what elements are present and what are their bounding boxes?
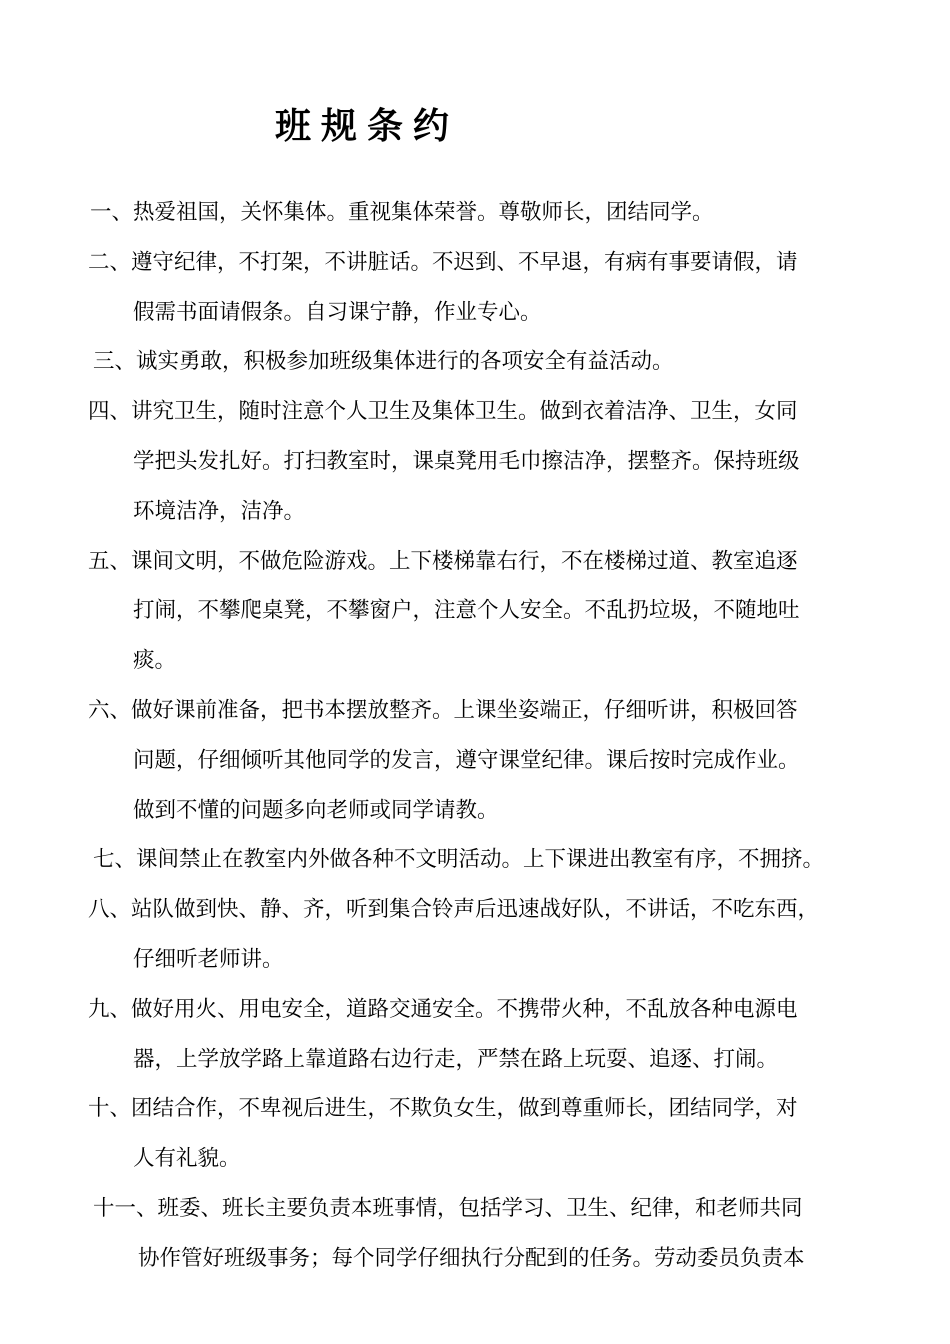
rule-text: 课间禁止在教室内外做各种不文明活动。上下课进出教室有序，不拥挤。 [136, 847, 825, 873]
rule-text-continued: 假需书面请假条。自习课宁静，作业专心。 [133, 299, 542, 325]
rule-item [0, 188, 950, 238]
rule-number: 八、 [88, 897, 132, 923]
rule-text: 遵守纪律，不打架，不讲脏话。不迟到、不早退，有病有事要请假，请 [131, 249, 798, 275]
rule-number: 十、 [88, 1096, 132, 1122]
rule-number: 一、 [90, 200, 134, 225]
rule-text: 站队做到快、静、齐，听到集合铃声后迅速战好队，不讲话，不吃东西， [131, 897, 820, 923]
rule-text: 课间文明，不做危险游戏。上下楼梯靠右行，不在楼梯过道、教室追逐 [131, 548, 798, 574]
rule-text: 诚实勇敢，积极参加班级集体进行的各项安全有益活动。 [136, 349, 674, 375]
rule-item [0, 985, 950, 1085]
rule-number: 五、 [88, 548, 132, 574]
rule-item [0, 885, 950, 985]
rule-number: 四、 [88, 399, 132, 425]
rule-text-continued: 仔细听老师讲。 [133, 946, 284, 972]
rule-number: 十一、 [93, 1195, 158, 1221]
rule-text-continued: 做到不懂的问题多向老师或同学请教。 [133, 797, 499, 823]
rule-text-continued: 人有礼貌。 [133, 1146, 241, 1172]
rule-number: 七、 [93, 847, 137, 873]
page-title: 班规条约 [274, 106, 459, 147]
rule-item [0, 238, 950, 338]
rule-item [0, 387, 950, 536]
rule-number: 九、 [88, 996, 132, 1022]
rule-text-continued: 协作管好班级事务；每个同学仔细执行分配到的任务。劳动委员负责本 [138, 1245, 805, 1271]
rule-text: 讲究卫生，随时注意个人卫生及集体卫生。做到衣着洁净、卫生，女同 [131, 399, 798, 425]
rule-text: 团结合作，不卑视后进生，不欺负女生，做到尊重师长，团结同学，对 [131, 1096, 798, 1122]
rule-text-continued: 问题，仔细倾听其他同学的发言，遵守课堂纪律。课后按时完成作业。 [133, 747, 800, 773]
rule-item [0, 337, 950, 387]
rule-text-continued: 器，上学放学路上靠道路右边行走，严禁在路上玩耍、追逐、打闹。 [133, 1046, 779, 1072]
rule-number: 三、 [93, 349, 137, 375]
rule-number: 六、 [88, 697, 132, 723]
rule-text-continued: 学把头发扎好。打扫教室时，课桌凳用毛巾擦洁净，摆整齐。保持班级 [133, 448, 800, 474]
rule-text: 热爱祖国，关怀集体。重视集体荣誉。尊敬师长，团结同学。 [133, 200, 714, 225]
rule-number: 二、 [88, 249, 132, 275]
rule-text-continued: 痰。 [133, 648, 177, 674]
rule-item [0, 686, 950, 835]
rule-text: 做好课前准备，把书本摆放整齐。上课坐姿端正，仔细听讲，积极回答 [131, 697, 798, 723]
rule-text: 做好用火、用电安全，道路交通安全。不携带火种，不乱放各种电源电 [131, 996, 798, 1022]
rule-text: 班委、班长主要负责本班事情，包括学习、卫生、纪律，和老师共同 [157, 1195, 803, 1221]
rule-item [0, 1084, 950, 1184]
rule-item [0, 835, 950, 885]
rule-item [0, 537, 950, 686]
rules-list [0, 188, 950, 1284]
rule-item [0, 1184, 950, 1284]
rule-text-continued: 打闹，不攀爬桌凳，不攀窗户，注意个人安全。不乱扔垃圾，不随地吐 [133, 598, 800, 624]
rule-text-continued: 环境洁净，洁净。 [133, 498, 306, 524]
